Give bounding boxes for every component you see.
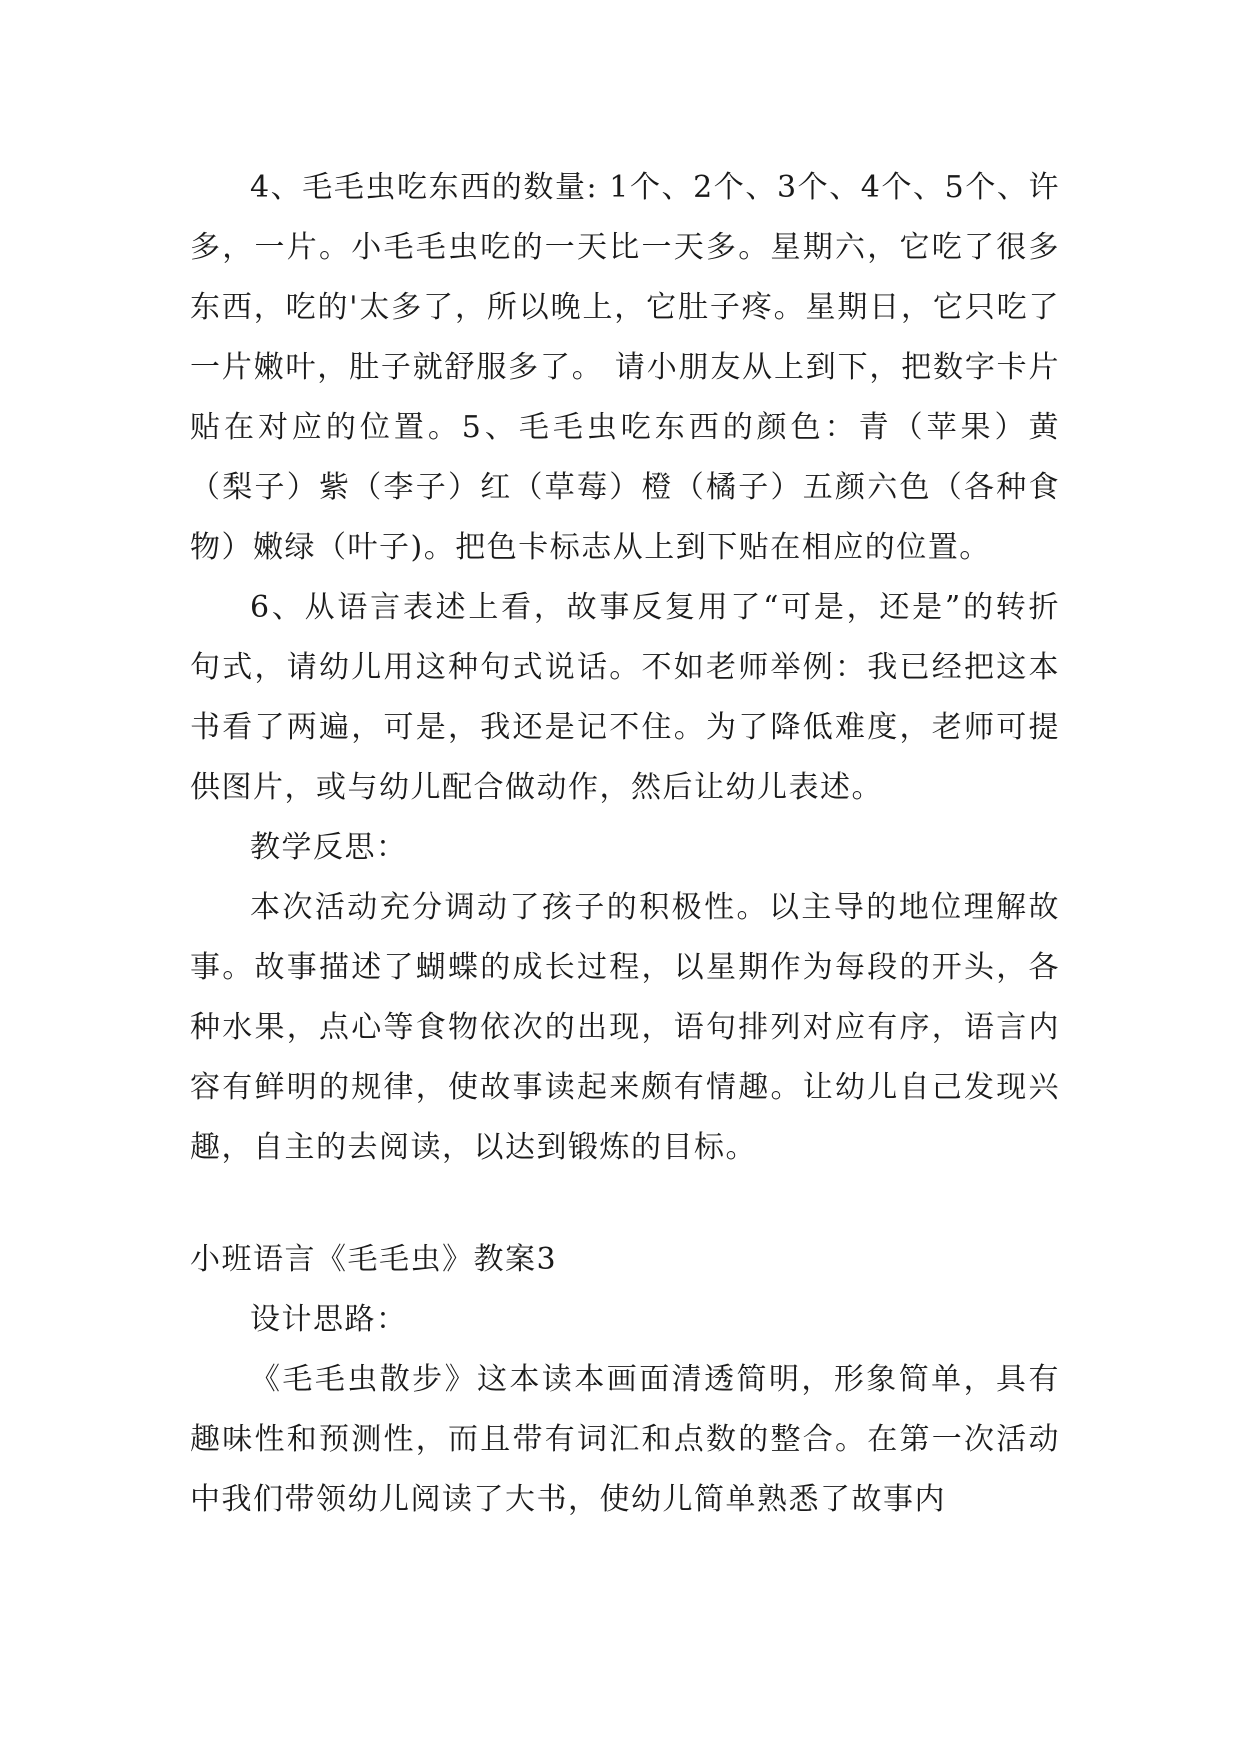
paragraph-design-idea-label: 设计思路： (250, 1302, 408, 1337)
paragraph-caterpillar-quantity-colors: 4、毛毛虫吃东西的数量: 1个、2个、3个、4个、5个、许多，一片。小毛毛虫吃的一天比一天多。星期六，它吃了很多东西，吃的'太多了，所以晚上，它肚子疼。星期日，它只吃了一片嫩叶，肚子就舒服多了。 请小朋友从上到下，把数字卡片贴在对应的位置。5、毛毛虫吃东西的颜色：青（苹果）黄（梨子）紫（李子）红（草莓）橙（橘子）五颜六色（各种食物）嫩绿（叶子)。把色卡标志从上到下贴在相应的位置。 (190, 170, 1060, 565)
section-title: 小班语言《毛毛虫》教案3 (190, 1242, 558, 1277)
paragraph-sentence-pattern: 6、从语言表述上看，故事反复用了“可是，还是”的转折句式，请幼儿用这种句式说话。不如老师举例：我已经把这本书看了两遍，可是，我还是记不住。为了降低难度，老师可提供图片，或与幼儿配合做动作，然后让幼儿表述。 (190, 590, 1060, 805)
document-body (190, 158, 1060, 1530)
paragraph-design-idea: 《毛毛虫散步》这本读本画面清透简明，形象简单，具有趣味性和预测性，而且带有词汇和点数的整合。在第一次活动中我们带领幼儿阅读了大书，使幼儿简单熟悉了故事内 (190, 1362, 1060, 1517)
paragraph-teaching-reflection: 本次活动充分调动了孩子的积极性。以主导的地位理解故事。故事描述了蝴蝶的成长过程，以星期作为每段的开头，各种水果，点心等食物依次的出现，语句排列对应有序，语言内容有鲜明的规律，使故事读起来颇有情趣。让幼儿自己发现兴趣，自主的去阅读，以达到锻炼的目标。 (190, 890, 1060, 1165)
paragraph-teaching-reflection-label: 教学反思： (250, 830, 408, 865)
